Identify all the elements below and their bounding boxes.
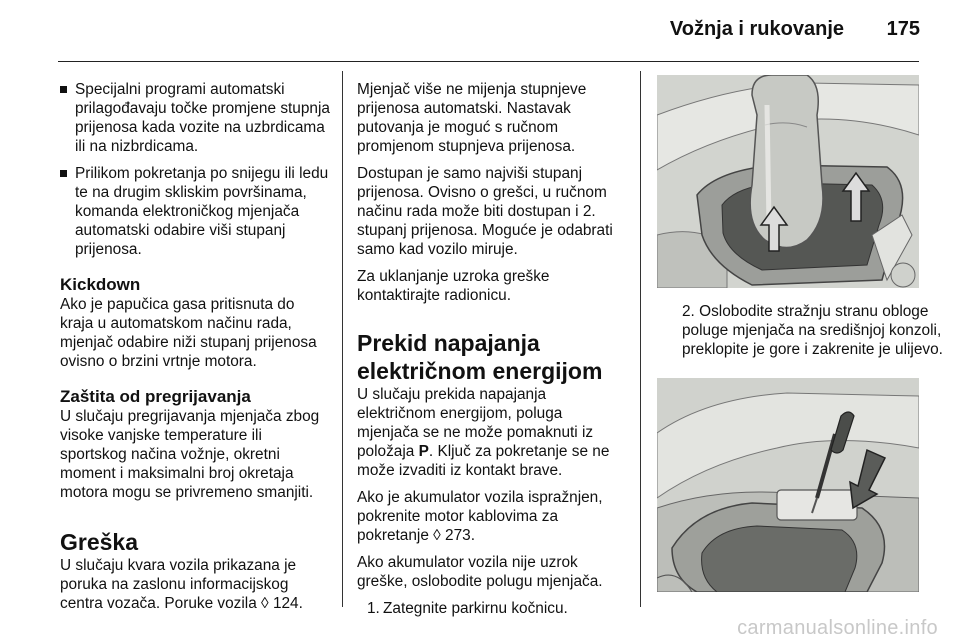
text-part: Ako je akumulator vozila ispražnjen, pokrenite motor kablovima za pokretanje: [357, 489, 603, 544]
header-rule: [58, 61, 919, 62]
bullet-item: [60, 80, 332, 156]
column-1: [60, 80, 332, 621]
column-2: [357, 80, 627, 618]
step-2: [656, 302, 946, 359]
step-number: 1.: [367, 600, 380, 617]
text-part: . Ključ za pokretanje se ne može izvaditi iz kontakt brave.: [357, 443, 610, 479]
watermark: carmanualsonline.info: [737, 617, 938, 639]
error-heading: Greška: [60, 529, 139, 555]
kickdown-heading: Kickdown: [60, 275, 141, 294]
column-divider-2: [640, 71, 641, 607]
bullet-square-icon: [60, 170, 67, 177]
step-text: Zategnite parkirnu kočnicu.: [383, 600, 568, 617]
page-number: 175: [886, 18, 920, 40]
step-1: [357, 599, 627, 618]
gear-lever-drawing: [657, 75, 919, 288]
page-ref-icon: ◊: [433, 527, 441, 544]
gear-p-label: P: [418, 443, 429, 460]
paragraph: Za uklanjanje uzroka greške kontaktirajte radionicu.: [357, 268, 550, 304]
bullet-square-icon: [60, 86, 67, 93]
paragraph: Mjenjač više ne mijenja stupnjeve prijenosa automatski. Nastavak putovanja je moguć s ručnom promjenom stupnjeva prijenosa.: [357, 81, 587, 155]
text-part: U slučaju prekida napajanja električnom energijom, poluga mjenjača se ne može pomaknuti iz položaja: [357, 386, 594, 460]
power-failure-heading: [357, 329, 627, 385]
power-heading-line-1: Prekid napajanja: [357, 330, 540, 356]
step-text: Oslobodite stražnju stranu obloge poluge mjenjača na središnjoj konzoli, preklopite je gore i zakrenite je ulijevo.: [682, 303, 943, 358]
console-trim-drawing: [657, 378, 919, 592]
paragraph: Dostupan je samo najviši stupanj prijenosa. Ovisno o grešci, u ručnom načinu rada može biti dostupan i 2. stupanj prijenosa. Moguće je odabrati samo kad vozilo miruje.: [357, 165, 613, 258]
error-text: [60, 556, 332, 613]
kickdown-text: Ako je papučica gasa pritisnuta do kraja u automatskom načinu rada, mjenjač odabire niži stupanj prijenosa ovisno o brzini vrtnje motora.: [60, 296, 317, 370]
error-text-body: U slučaju kvara vozila prikazana je poruka na zaslonu informacijskog centra vozača. Poruke vozila: [60, 557, 297, 612]
step-number: 2.: [682, 303, 695, 320]
page-ref-icon: ◊: [261, 595, 269, 612]
console-trim-illustration: [657, 378, 919, 592]
page-ref-link[interactable]: 124.: [272, 595, 303, 612]
bullet-text: Specijalni programi automatski prilagođavaju točke promjene stupnja prijenosa kada vozite na uzbrdicama ili na nizbrdicama.: [75, 81, 330, 155]
paragraph: [357, 488, 627, 545]
column-divider-1: [342, 71, 343, 607]
paragraph: [357, 385, 627, 480]
gear-lever-illustration: [657, 75, 919, 288]
bullet-text: Prilikom pokretanja po snijegu ili ledu te na drugim skliskim površinama, komanda elektroničkog mjenjača automatski odabire viši stupanj prijenosa.: [75, 165, 329, 258]
page-ref-link[interactable]: 273.: [445, 527, 476, 544]
page-header: [0, 0, 960, 60]
overheat-text: U slučaju pregrijavanja mjenjača zbog visoke vanjske temperature ili sportskog načina vožnje, okretni moment i maksimalni broj okretaja motora mogu se privremeno smanjiti.: [60, 408, 320, 501]
paragraph: Ako akumulator vozila nije uzrok greške, oslobodite polugu mjenjača.: [357, 554, 603, 590]
overheat-heading: Zaštita od pregrijavanja: [60, 387, 251, 406]
bullet-item: [60, 164, 332, 259]
section-title: Vožnja i rukovanje: [669, 18, 844, 40]
power-heading-line-2: električnom energijom: [357, 358, 603, 384]
